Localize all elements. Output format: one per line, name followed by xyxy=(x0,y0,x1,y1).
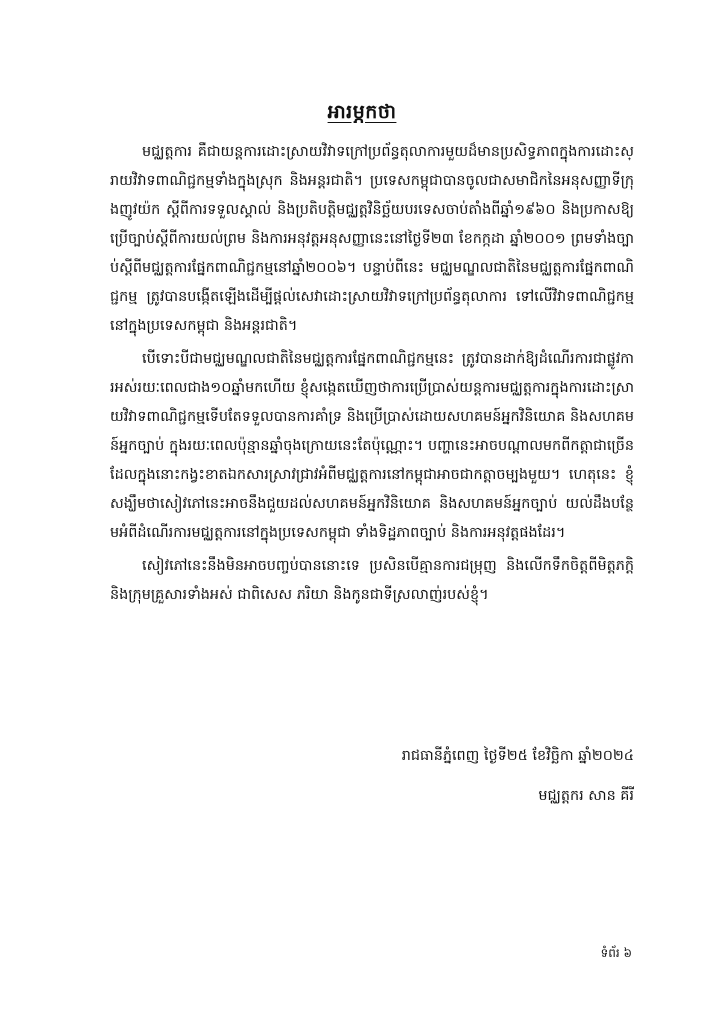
paragraph-2: បើទោះបីជាមជ្ឈមណ្ឌលជាតិនៃមជ្ឈត្តការផ្នែកពាណិជ្ជកម្មនេះ ត្រូវបានដាក់ឱ្យដំណើរការជាផ្លូវការអស់រយៈពេលជាង១០ឆ្នាំមកហើយ ខ្ញុំសង្កេតឃើញថាការប្រើប្រាស់យន្តការមជ្ឈត្តការក្នុងការដោះស្រាយវិវាទពាណិជ្ជកម្មទើបតែទទួលបានការគាំទ្រ និងប្រើប្រាស់ដោយសហគមន៍អ្នកវិនិយោគ និងសហគមន៍អ្នកច្បាប់ ក្នុងរយៈពេលប៉ុន្មានឆ្នាំចុងក្រោយនេះតែប៉ុណ្ណោះ។ បញ្ហានេះអាចបណ្តាលមកពីកត្តាជាច្រើន ដែលក្នុងនោះកង្វះខាតឯកសារស្រាវជ្រាវអំពីមជ្ឈត្តការនៅកម្ពុជាអាចជាកត្តាចម្បងមួយ។ ហេតុនេះ ខ្ញុំសង្ឃឹមថាសៀវភៅនេះអាចនឹងជួយដល់សហគមន៍អ្នកវិនិយោគ និងសហគមន៍អ្នកច្បាប់ យល់ដឹងបន្ថែមអំពីដំណើរការមជ្ឈត្តការនៅក្នុងប្រទេសកម្ពុជា ទាំងទិដ្ឋភាពច្បាប់ និងការអនុវត្តផងដែរ។ xyxy=(110,351,634,541)
paragraph-1: មជ្ឈត្តការ គឺជាយន្តការដោះស្រាយវិវាទក្រៅប្រព័ន្ធតុលាការមួយដ៏មានប្រសិទ្ធភាពក្នុងការដោះស្រាយវិវាទពាណិជ្ជកម្មទាំងក្នុងស្រុក និងអន្តរជាតិ។ ប្រទេសកម្ពុជាបានចូលជាសមាជិកនៃអនុសញ្ញាទីក្រុងញូវយ៉ក ស្តីពីការទទួលស្គាល់ និងប្រតិបត្តិមជ្ឈត្តវិនិច្ឆ័យបរទេសចាប់តាំងពីឆ្នាំ១៩៦០ និងប្រកាសឱ្យប្រើច្បាប់ស្តីពីការយល់ព្រម និងការអនុវត្តអនុសញ្ញានេះនៅថ្ងៃទី២៣ ខែកក្កដា ឆ្នាំ២០០១ ព្រមទាំងច្បាប់ស្តីពីមជ្ឈត្តការផ្នែកពាណិជ្ជកម្មនៅឆ្នាំ២០០៦។ បន្ទាប់ពីនេះ មជ្ឈមណ្ឌលជាតិនៃមជ្ឈត្តការផ្នែកពាណិជ្ជកម្ម ត្រូវបានបង្កើតឡើងដើម្បីផ្តល់សេវាដោះស្រាយវិវាទក្រៅប្រព័ន្ធតុលាការ ទៅលើវិវាទពាណិជ្ជកម្មនៅក្នុងប្រទេសកម្ពុជា និងអន្តរជាតិ។ xyxy=(110,144,634,334)
signature-block xyxy=(402,736,634,816)
date-line: រាជធានីភ្នំពេញ ថ្ងៃទី២៥ ខែវិច្ឆិកា ឆ្នាំ២០២៤ xyxy=(401,748,634,764)
page-number: ទំព័រ ៦ xyxy=(600,946,632,960)
paragraph-3: សៀវភៅនេះនឹងមិនអាចបញ្ចប់បាននោះទេ ប្រសិនបើគ្មានការជម្រុញ និងលើកទឹកចិត្តពីមិត្តភក្តិ និងក្រុមគ្រួសារទាំងអស់ ជាពិសេស ភរិយា និងកូនជាទីស្រលាញ់របស់ខ្ញុំ។ xyxy=(110,558,634,603)
author-line: មជ្ឈត្តករ សាន គីរី xyxy=(538,788,634,804)
document-body xyxy=(110,138,634,614)
page-title: អារម្ភកថា xyxy=(327,101,397,123)
